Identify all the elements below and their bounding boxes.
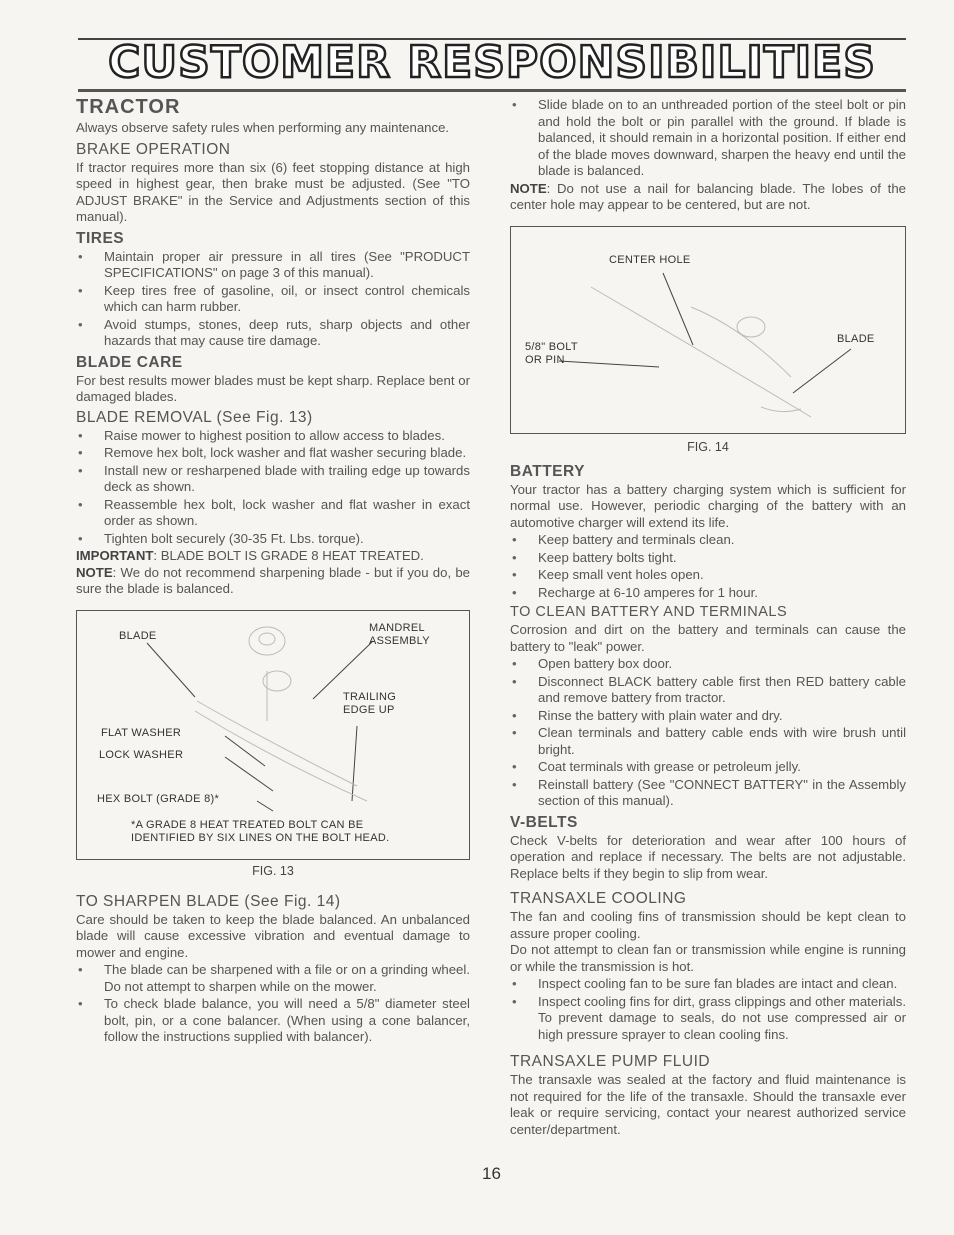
list-item: • Maintain proper air pressure in all tires (See "PRODUCT SPECIFICATIONS" on page 3 of this manual).	[76, 249, 470, 282]
slide-list	[510, 97, 906, 180]
clean-battery-list	[510, 656, 906, 810]
tires-list	[76, 249, 470, 350]
figure-13	[76, 610, 470, 860]
list-item: • Keep small vent holes open.	[510, 567, 906, 584]
list-item: • Raise mower to highest position to allow access to blades.	[76, 428, 470, 445]
blade-balance-drawing	[511, 227, 905, 433]
important-note	[76, 548, 470, 565]
list-item: • Recharge at 6-10 amperes for 1 hour.	[510, 585, 906, 602]
list-item: • Avoid stumps, stones, deep ruts, sharp objects and other hazards that may cause tire damage.	[76, 317, 470, 350]
list-item: • Keep battery and terminals clean.	[510, 532, 906, 549]
sharpen-heading: TO SHARPEN BLADE (See Fig. 14)	[76, 892, 341, 910]
battery-text: Your tractor has a battery charging system which is sufficient for normal use. However, periodic charging of the battery with an automotive charger will extend its life.	[510, 481, 906, 530]
important-text: : BLADE BOLT IS GRADE 8 HEAT TREATED.	[153, 548, 424, 563]
sharpen-list	[76, 962, 470, 1046]
fig13-label-trailing-1: TRAILING	[343, 690, 397, 703]
sharpen-text: Care should be taken to keep the blade balanced. An unbalanced blade will cause excessive vibration and eventual damage to mower and engine.	[76, 911, 470, 960]
list-item: • The blade can be sharpened with a file or on a grinding wheel. Do not attempt to sharpen while on the mower.	[76, 962, 470, 995]
tires-heading: TIRES	[76, 229, 125, 247]
figure-14	[510, 226, 906, 434]
note-label: NOTE	[510, 180, 547, 196]
list-item: • Inspect cooling fins for dirt, grass clippings and other materials. To prevent damage to seals, do not use compressed air or high pressure sprayer to clean cooling fins.	[510, 994, 906, 1044]
transaxle-pump-text: The transaxle was sealed at the factory and fluid maintenance is not required for the life of the transaxle. Should the transaxle ever leak or require servicing, contact your nearest authorized service center/department.	[510, 1072, 906, 1137]
list-item: • To check blade balance, you will need a 5/8" diameter steel bolt, pin, or a cone balancer. (When using a cone balancer, follow the instructions supplied with balancer).	[76, 996, 470, 1046]
brake-text: If tractor requires more than six (6) feet stopping distance at high speed in highest gear, then brake must be adjusted. (See "TO ADJUST BRAKE" in the Service and Adjustments section of this manual).	[76, 159, 470, 224]
transaxle-cooling-text-1: The fan and cooling fins of transmission should be kept clean to assure proper cooling.	[510, 909, 906, 941]
fig14-caption: FIG. 14	[687, 439, 729, 454]
transaxle-cooling-list	[510, 976, 906, 1043]
note-text: : Do not use a nail for balancing blade. The lobes of the center hole may appear to be centered, but are not.	[510, 180, 906, 212]
page-title: CUSTOMER RESPONSIBILITIES	[108, 37, 876, 88]
note-label: NOTE	[76, 564, 113, 580]
list-item: • Coat terminals with grease or petroleum jelly.	[510, 759, 906, 776]
sharpen-note	[76, 565, 470, 598]
transaxle-cooling-heading: TRANSAXLE COOLING	[510, 890, 687, 907]
transaxle-cooling-text-2: Do not attempt to clean fan or transmission while engine is running or while the transmission is hot.	[510, 942, 906, 974]
list-item: • Disconnect BLACK battery cable first then RED battery cable and remove battery from tractor.	[510, 674, 906, 707]
fig13-label-mandrel-2: ASSEMBLY	[369, 634, 430, 647]
list-item: • Rinse the battery with plain water and dry.	[510, 708, 906, 725]
important-label: IMPORTANT	[76, 548, 154, 563]
battery-list	[510, 532, 906, 601]
clean-battery-heading: TO CLEAN BATTERY AND TERMINALS	[510, 604, 788, 620]
list-item: • Reassemble hex bolt, lock washer and flat washer in exact order as shown.	[76, 497, 470, 530]
list-item: • Clean terminals and battery cable ends with wire brush until bright.	[510, 725, 906, 758]
fig13-label-trailing-2: EDGE UP	[343, 703, 395, 716]
blade-removal-list	[76, 428, 470, 548]
brake-heading: BRAKE OPERATION	[76, 140, 231, 158]
fig14-label-bolt-1: 5/8" BOLT	[525, 340, 578, 353]
fig13-label-blade: BLADE	[119, 629, 157, 642]
list-item: • Open battery box door.	[510, 656, 906, 673]
fig13-label-flat-washer: FLAT WASHER	[101, 726, 182, 739]
tractor-text: Always observe safety rules when performing any maintenance.	[76, 120, 450, 135]
list-item: • Reinstall battery (See "CONNECT BATTERY" in the Assembly section of this manual).	[510, 777, 906, 810]
page-number: 16	[482, 1164, 501, 1183]
fig14-label-bolt-2: OR PIN	[525, 353, 565, 366]
list-item: • Remove hex bolt, lock washer and flat washer securing blade.	[76, 445, 470, 462]
fig13-footnote-1: *A GRADE 8 HEAT TREATED BOLT CAN BE	[131, 818, 364, 831]
fig13-label-lock-washer: LOCK WASHER	[99, 748, 184, 761]
vbelts-heading: V-BELTS	[510, 813, 578, 831]
balance-note	[510, 181, 906, 214]
list-item: • Tighten bolt securely (30-35 Ft. Lbs. torque).	[76, 531, 470, 548]
list-item: • Inspect cooling fan to be sure fan blades are intact and clean.	[510, 976, 906, 993]
list-item: • Install new or resharpened blade with trailing edge up towards deck as shown.	[76, 463, 470, 496]
blade-removal-heading: BLADE REMOVAL (See Fig. 13)	[76, 408, 313, 426]
left-column	[76, 92, 470, 1047]
list-item: • Keep battery bolts tight.	[510, 550, 906, 567]
fig13-footnote-2: IDENTIFIED BY SIX LINES ON THE BOLT HEAD.	[131, 831, 390, 844]
transaxle-pump-heading: TRANSAXLE PUMP FLUID	[510, 1053, 711, 1070]
fig14-label-center-hole: CENTER HOLE	[609, 253, 691, 266]
fig13-label-mandrel-1: MANDREL	[369, 621, 425, 634]
list-item: • Keep tires free of gasoline, oil, or insect control chemicals which can harm rubber.	[76, 283, 470, 316]
fig13-label-hex-bolt: HEX BOLT (GRADE 8)*	[97, 792, 220, 805]
fig14-label-blade: BLADE	[837, 332, 875, 345]
right-column	[510, 96, 906, 1138]
note-text: : We do not recommend sharpening blade - but if you do, be sure the blade is balanced.	[76, 564, 470, 596]
clean-battery-text: Corrosion and dirt on the battery and terminals can cause the battery to "leak" power.	[510, 622, 906, 654]
tractor-heading: TRACTOR	[76, 96, 181, 118]
list-item: • Slide blade on to an unthreaded portion of the steel bolt or pin and hold the bolt or pin parallel with the ground. If blade is balanced, it should remain in a horizontal position. If either end of the blade moves downward, sharpen the heavy end until the blade is balanced.	[510, 97, 906, 180]
battery-heading: BATTERY	[510, 462, 585, 480]
fig13-caption: FIG. 13	[252, 863, 294, 878]
blade-care-heading: BLADE CARE	[76, 353, 183, 371]
vbelts-text: Check V-belts for deterioration and wear after 100 hours of operation and replace if necessary. The belts are not adjustable. Replace belts if they begin to slip from wear.	[510, 832, 906, 881]
blade-care-text: For best results mower blades must be kept sharp. Replace bent or damaged blades.	[76, 372, 470, 404]
